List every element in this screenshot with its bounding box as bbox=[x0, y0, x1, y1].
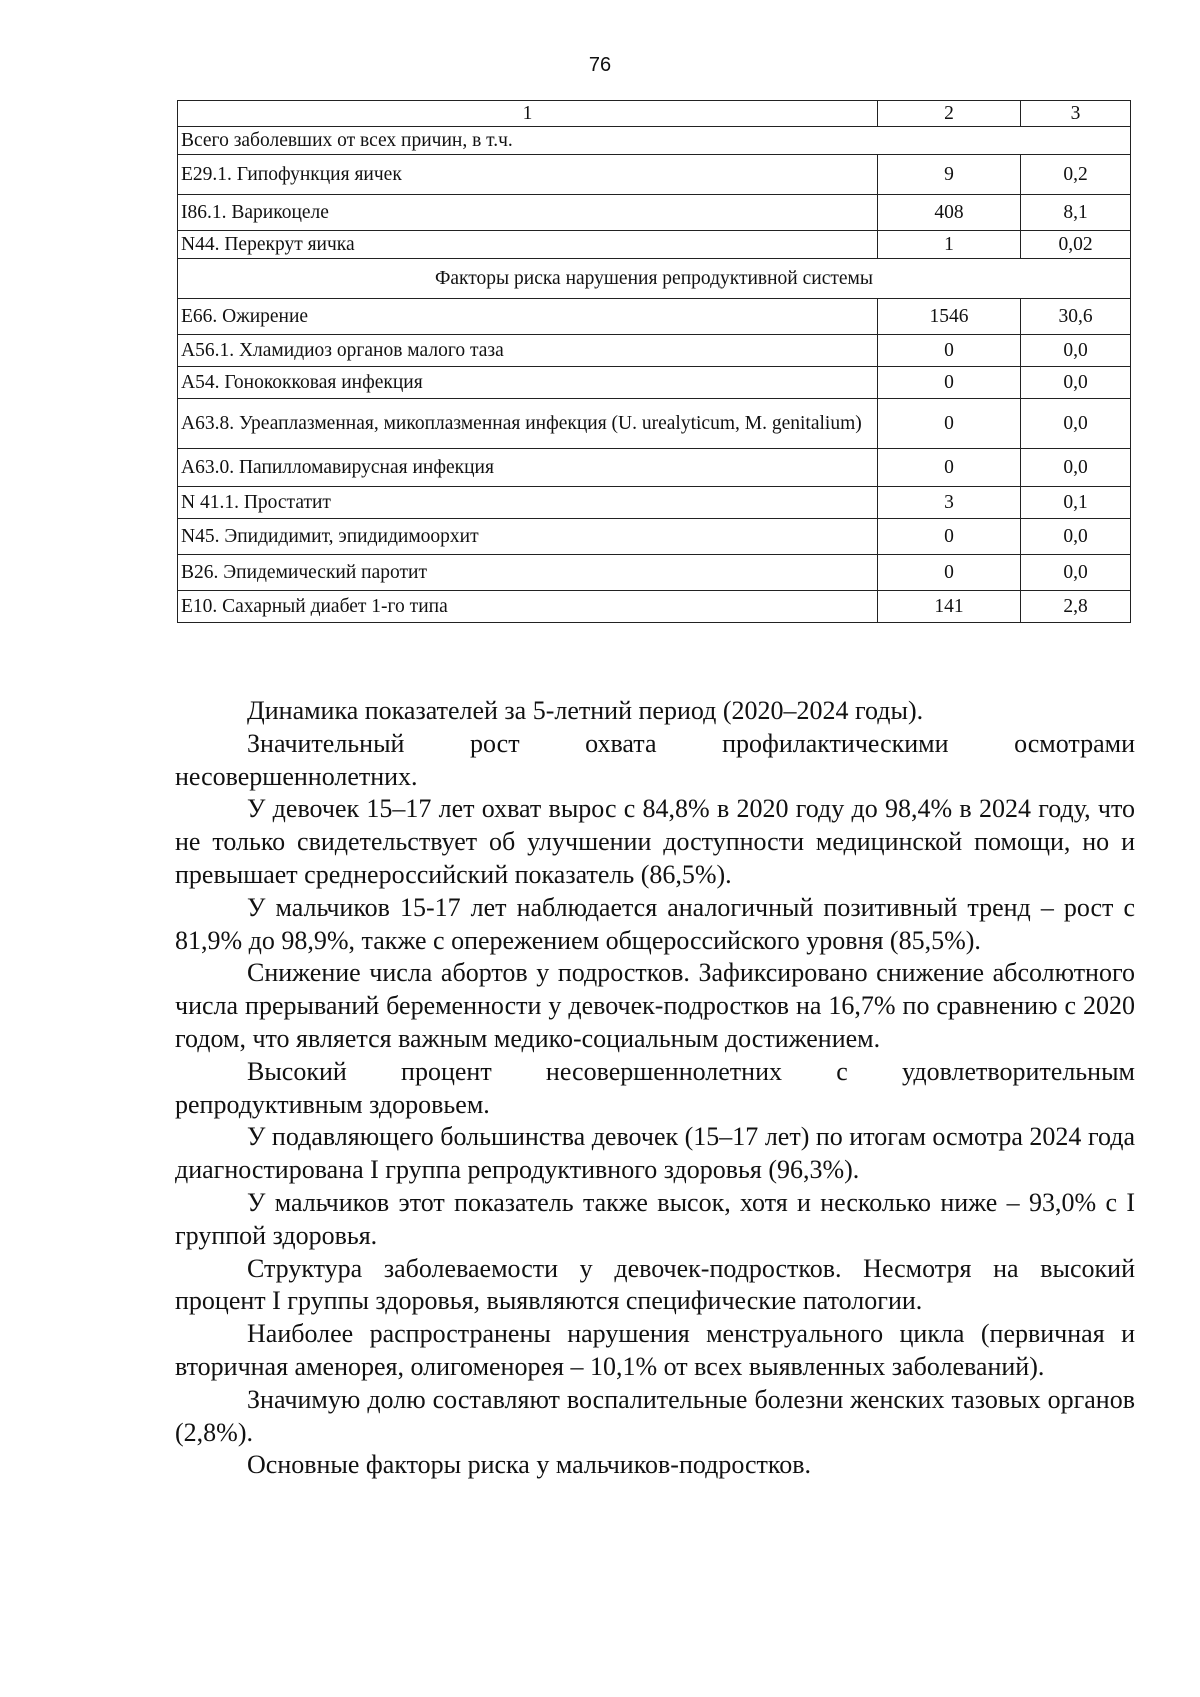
table-section-row bbox=[178, 127, 1131, 155]
table-row bbox=[178, 155, 1131, 195]
percent-cell: 0,0 bbox=[1021, 335, 1131, 367]
percent-cell: 0,0 bbox=[1021, 367, 1131, 399]
percent-cell: 0,0 bbox=[1021, 399, 1131, 449]
column-header: 2 bbox=[878, 101, 1021, 127]
count-cell: 141 bbox=[878, 591, 1021, 623]
paragraph: Снижение числа абортов у подростков. Зафиксировано снижение абсолютного числа прерываний беременности у девочек-подростков на 16,7% по сравнению с 2020 годом, что является важным медико-социальным достижением. bbox=[175, 958, 1135, 1053]
percent-cell: 2,8 bbox=[1021, 591, 1131, 623]
count-cell: 0 bbox=[878, 399, 1021, 449]
paragraph: Высокий процент несовершеннолетних с удовлетворительным репродуктивным здоровьем. bbox=[175, 1056, 1135, 1119]
diagnosis-cell: A63.0. Папилломавирусная инфекция bbox=[178, 449, 878, 487]
paragraph: У девочек 15–17 лет охват вырос с 84,8% в 2020 году до 98,4% в 2024 году, что не только свидетельствует об улучшении доступности медицинской помощи, но и превышает среднероссийский показатель (86,5%). bbox=[175, 794, 1135, 889]
percent-cell: 0,2 bbox=[1021, 155, 1131, 195]
table-row bbox=[178, 487, 1131, 519]
diagnosis-cell: N44. Перекрут яичка bbox=[178, 231, 878, 259]
table-row bbox=[178, 399, 1131, 449]
percent-cell: 30,6 bbox=[1021, 299, 1131, 335]
percent-cell: 0,1 bbox=[1021, 487, 1131, 519]
count-cell: 0 bbox=[878, 367, 1021, 399]
table-row bbox=[178, 555, 1131, 591]
section-title: Факторы риска нарушения репродуктивной системы bbox=[178, 259, 1131, 299]
morbidity-table bbox=[177, 100, 1131, 623]
percent-cell: 8,1 bbox=[1021, 195, 1131, 231]
page-number: 76 bbox=[588, 54, 612, 76]
table-row bbox=[178, 335, 1131, 367]
table-section-row bbox=[178, 259, 1131, 299]
table-row bbox=[178, 449, 1131, 487]
section-title: Всего заболевших от всех причин, в т.ч. bbox=[178, 127, 1131, 155]
table-row bbox=[178, 231, 1131, 259]
paragraph: У мальчиков этот показатель также высок, хотя и несколько ниже – 93,0% с I группой здоровья. bbox=[175, 1187, 1135, 1250]
diagnosis-cell: N45. Эпидидимит, эпидидимоорхит bbox=[178, 519, 878, 555]
diagnosis-cell: E29.1. Гипофункция яичек bbox=[178, 155, 878, 195]
count-cell: 0 bbox=[878, 335, 1021, 367]
count-cell: 408 bbox=[878, 195, 1021, 231]
count-cell: 3 bbox=[878, 487, 1021, 519]
count-cell: 0 bbox=[878, 519, 1021, 555]
paragraph: Структура заболеваемости у девочек-подростков. Несмотря на высокий процент I группы здоровья, выявляются специфические патологии. bbox=[175, 1253, 1135, 1316]
paragraph: У мальчиков 15-17 лет наблюдается аналогичный позитивный тренд – рост с 81,9% до 98,9%, также с опережением общероссийского уровня (85,5%). bbox=[175, 892, 1135, 955]
paragraph: Значительный рост охвата профилактическими осмотрами несовершеннолетних. bbox=[175, 728, 1135, 791]
count-cell: 1 bbox=[878, 231, 1021, 259]
diagnosis-cell: B26. Эпидемический паротит bbox=[178, 555, 878, 591]
percent-cell: 0,0 bbox=[1021, 519, 1131, 555]
count-cell: 0 bbox=[878, 449, 1021, 487]
table-row bbox=[178, 367, 1131, 399]
count-cell: 9 bbox=[878, 155, 1021, 195]
diagnosis-cell: I86.1. Варикоцеле bbox=[178, 195, 878, 231]
percent-cell: 0,02 bbox=[1021, 231, 1131, 259]
column-header: 1 bbox=[178, 101, 878, 127]
diagnosis-cell: A54. Гонококковая инфекция bbox=[178, 367, 878, 399]
paragraph: Динамика показателей за 5-летний период (2020–2024 годы). bbox=[247, 696, 924, 725]
table-row bbox=[178, 519, 1131, 555]
body-text bbox=[175, 695, 1135, 1482]
table-row bbox=[178, 299, 1131, 335]
table-row bbox=[178, 591, 1131, 623]
diagnosis-cell: N 41.1. Простатит bbox=[178, 487, 878, 519]
paragraph: У подавляющего большинства девочек (15–17 лет) по итогам осмотра 2024 года диагностирована I группа репродуктивного здоровья (96,3%). bbox=[175, 1122, 1135, 1185]
count-cell: 1546 bbox=[878, 299, 1021, 335]
table-row bbox=[178, 195, 1131, 231]
diagnosis-cell: A56.1. Хламидиоз органов малого таза bbox=[178, 335, 878, 367]
diagnosis-cell: A63.8. Уреаплазменная, микоплазменная инфекция (U. urealyticum, M. genitalium) bbox=[178, 399, 878, 449]
paragraph: Значимую долю составляют воспалительные болезни женских тазовых органов (2,8%). bbox=[175, 1384, 1135, 1447]
diagnosis-cell: E66. Ожирение bbox=[178, 299, 878, 335]
table-header-row bbox=[178, 101, 1131, 127]
column-header: 3 bbox=[1021, 101, 1131, 127]
diagnosis-cell: E10. Сахарный диабет 1-го типа bbox=[178, 591, 878, 623]
paragraph: Основные факторы риска у мальчиков-подростков. bbox=[247, 1450, 811, 1480]
percent-cell: 0,0 bbox=[1021, 555, 1131, 591]
count-cell: 0 bbox=[878, 555, 1021, 591]
percent-cell: 0,0 bbox=[1021, 449, 1131, 487]
paragraph: Наиболее распространены нарушения менструального цикла (первичная и вторичная аменорея, олигоменорея – 10,1% от всех выявленных заболеваний). bbox=[175, 1319, 1135, 1381]
